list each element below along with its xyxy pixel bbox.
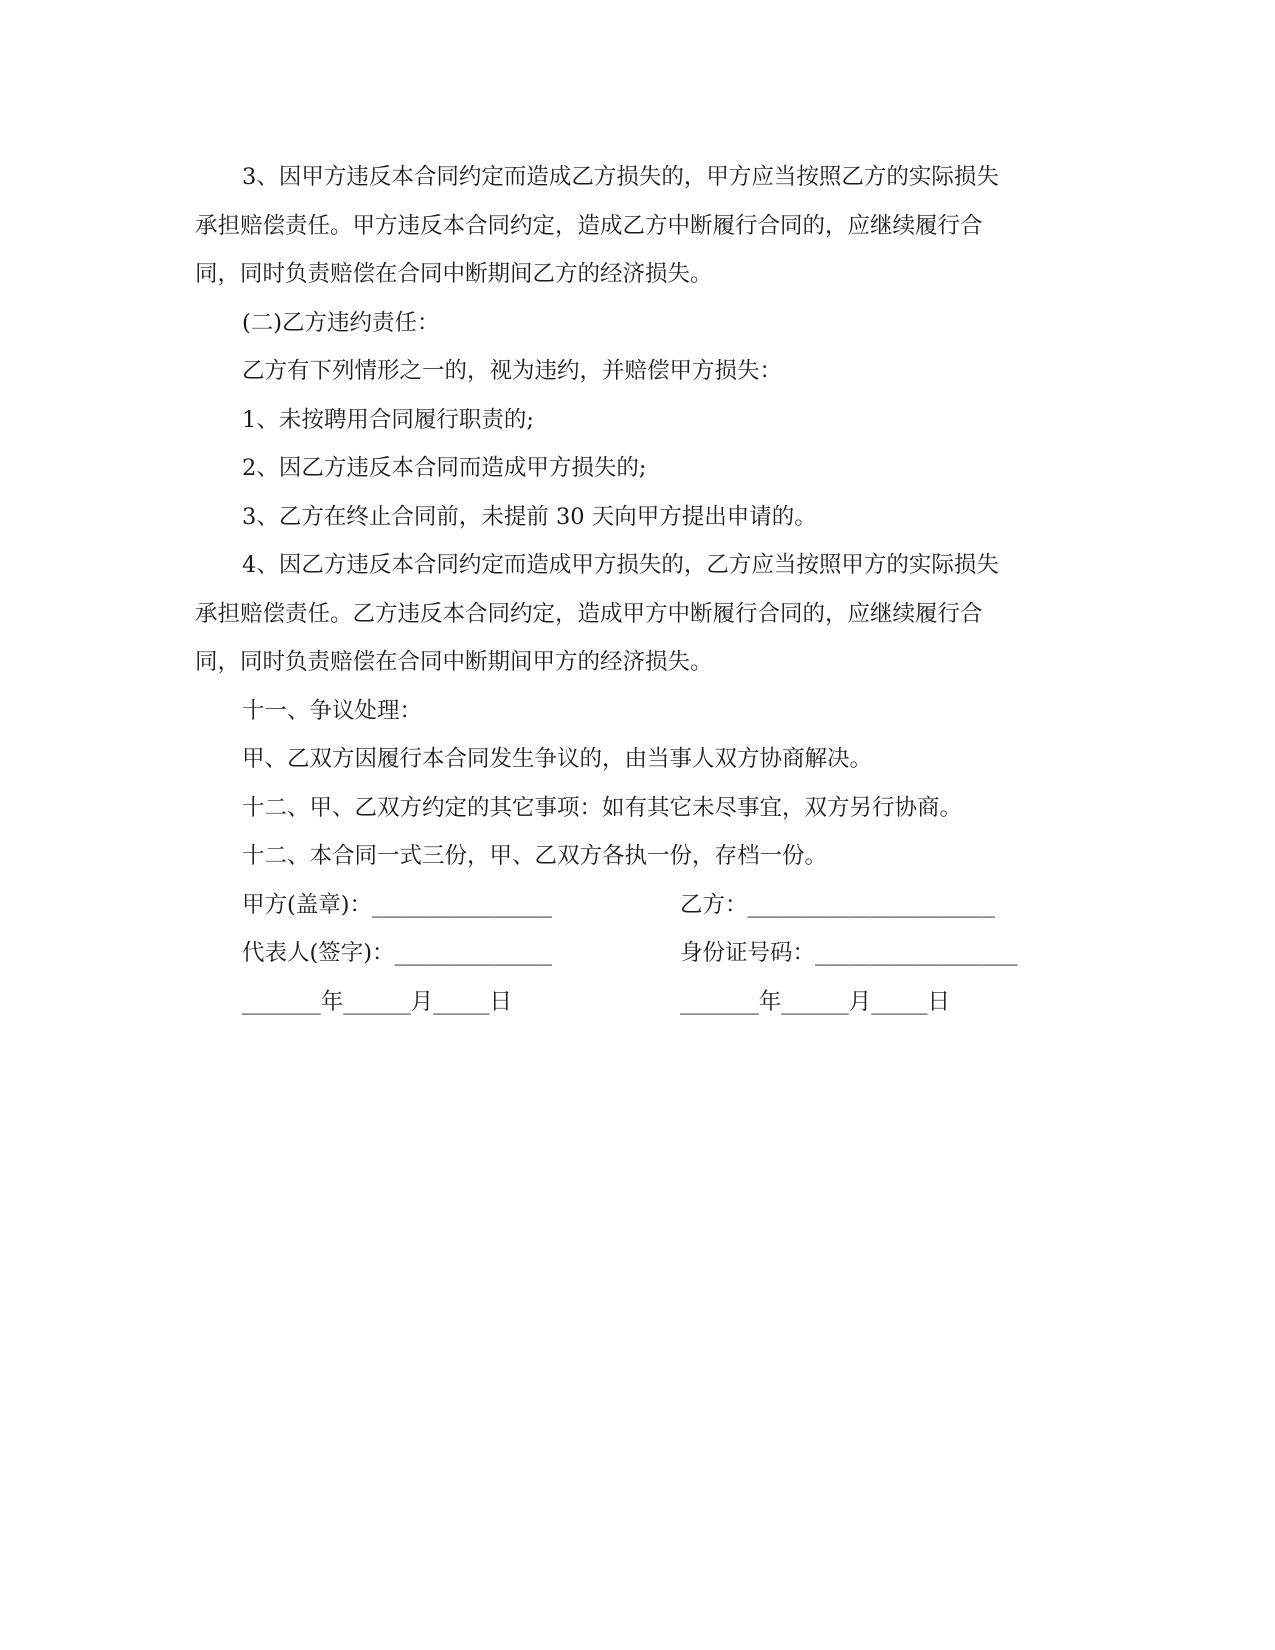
date-field-party-a: _______年______月_____日 [242, 988, 513, 1015]
paragraph-line: 3、因甲方违反本合同约定而造成乙方损失的，甲方应当按照乙方的实际损失 [242, 164, 999, 190]
signature-row-date [195, 978, 1075, 1027]
id-number-field: 身份证号码：__________________ [680, 940, 1018, 966]
date-field-party-b: _______年______月_____日 [680, 988, 951, 1015]
paragraph-line: 承担赔偿责任。甲方违反本合同约定，造成乙方中断履行合同的，应继续履行合 [195, 212, 983, 239]
list-item: 1、未按聘用合同履行职责的; [242, 406, 534, 433]
paragraph-line: 十二、本合同一式三份，甲、乙双方各执一份，存档一份。 [242, 843, 828, 869]
signature-row-sign [195, 929, 1075, 978]
paragraph-line: 乙方有下列情形之一的，视为违约，并赔偿甲方损失： [242, 358, 783, 384]
representative-sign-field: 代表人(签字)：______________ [242, 940, 553, 966]
signature-row-seal [195, 881, 1075, 930]
party-b-field: 乙方：______________________ [680, 891, 996, 918]
paragraph-line: 十二、甲、乙双方约定的其它事项：如有其它未尽事宜，双方另行协商。 [242, 794, 963, 821]
list-item: 3、乙方在终止合同前，未提前 30 天向甲方提出申请的。 [242, 503, 817, 530]
list-item: 2、因乙方违反本合同而造成甲方损失的; [242, 455, 647, 481]
document-body [195, 153, 1075, 1026]
paragraph-line: 甲、乙双方因履行本合同发生争议的，由当事人双方协商解决。 [242, 746, 873, 772]
paragraph-line: 同，同时负责赔偿在合同中断期间甲方的经济损失。 [195, 649, 713, 675]
paragraph-line: 承担赔偿责任。乙方违反本合同约定，造成甲方中断履行合同的，应继续履行合 [195, 600, 983, 627]
party-a-seal-field: 甲方(盖章)：________________ [242, 891, 553, 918]
section-heading: (二)乙方违约责任： [242, 309, 440, 336]
list-item: 4、因乙方违反本合同约定而造成甲方损失的，乙方应当按照甲方的实际损失 [242, 552, 999, 578]
section-heading: 十一、争议处理： [242, 697, 423, 724]
paragraph-line: 同，同时负责赔偿在合同中断期间乙方的经济损失。 [195, 261, 713, 287]
